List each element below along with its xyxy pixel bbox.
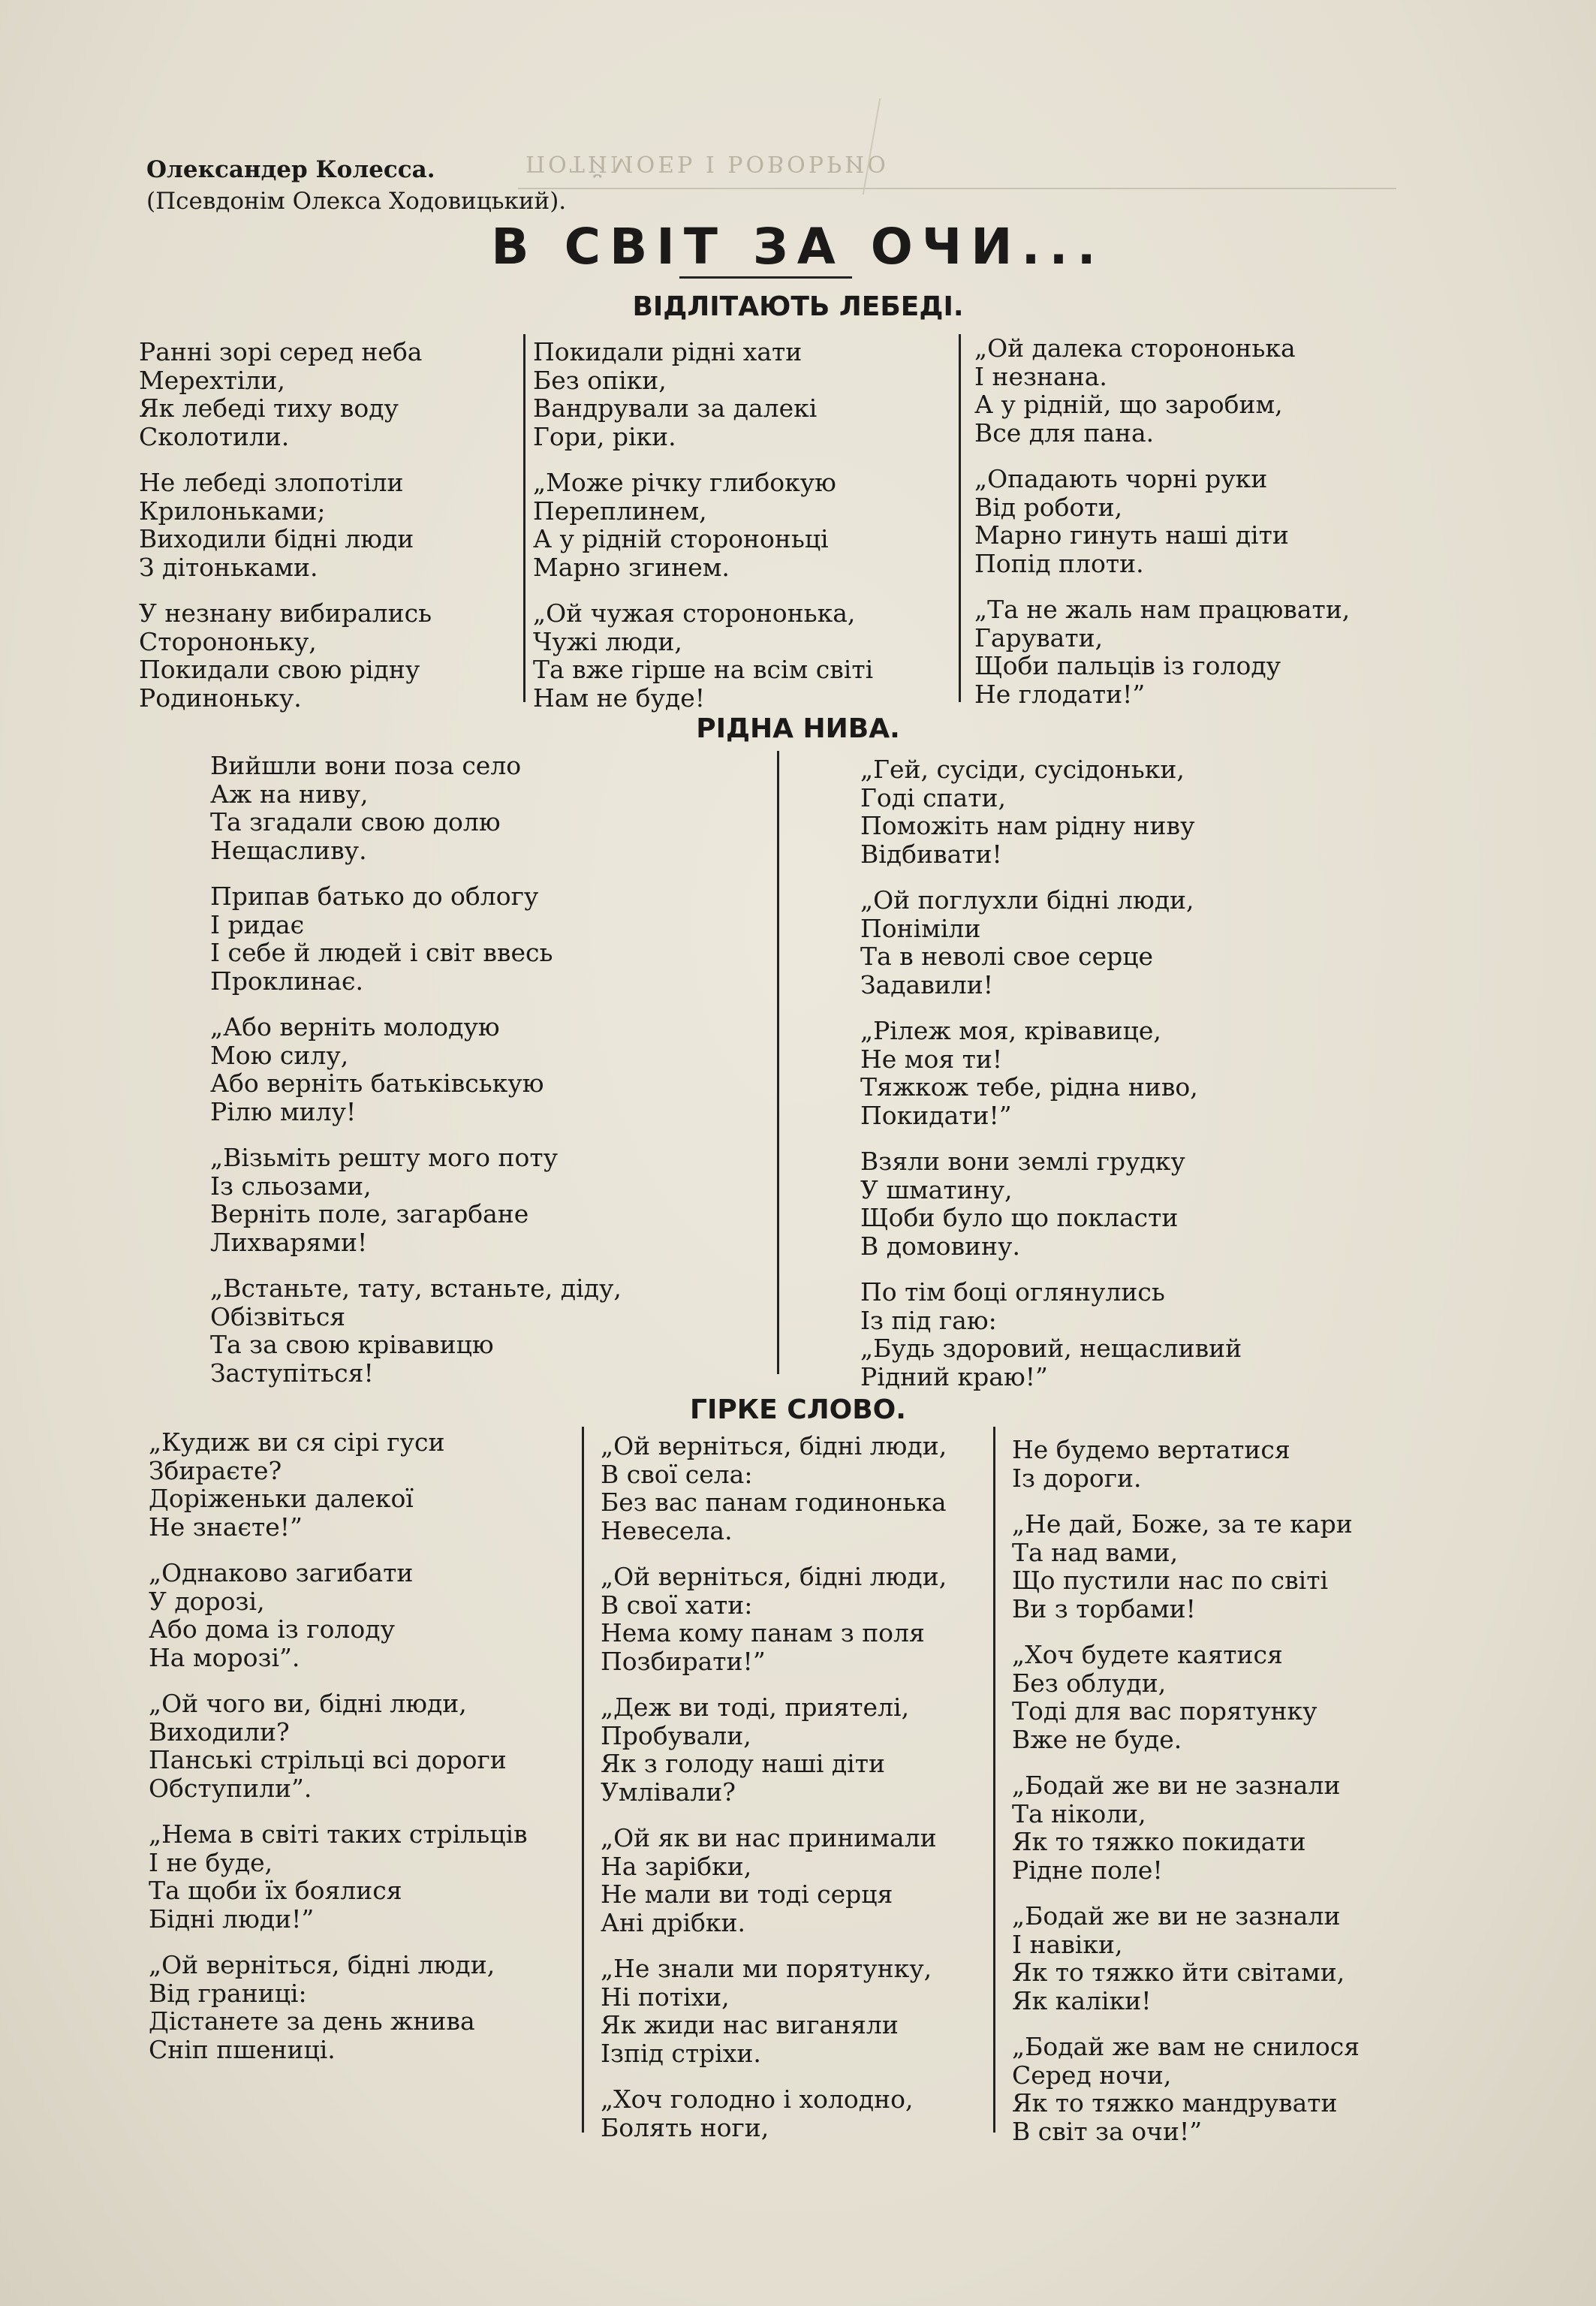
verse-line: Сколотили.: [139, 421, 290, 451]
verse-line: Попід плоти.: [974, 548, 1144, 578]
verse-line: Поможіть нам рідну ниву: [860, 811, 1195, 840]
author-pseudonym: (Псевдонім Олекса Ходовицький).: [146, 188, 567, 215]
bleed-through-rule: [518, 188, 1396, 189]
verse-line: Переплинем,: [533, 496, 707, 526]
verse-line: Покидали свою рідну: [139, 655, 420, 684]
author-name: Олександер Колесса.: [146, 156, 435, 183]
verse-line: Припав батько до облогу: [210, 882, 539, 911]
verse-line: В домовину.: [860, 1231, 1020, 1261]
verse-line: Верніть поле, загарбане: [210, 1199, 529, 1228]
stanza: [149, 1951, 528, 2063]
stanza: [149, 1820, 528, 1933]
verse-line: Вийшли вони поза село: [210, 751, 522, 780]
stanza: [860, 1147, 1242, 1260]
verse-line: „Ой чужая сторононька,: [533, 598, 856, 628]
verse-line: І навіки,: [1012, 1929, 1123, 1959]
stanza: [860, 755, 1242, 868]
verse-line: Рілю милу!: [210, 1096, 357, 1126]
verse-line: Що пустили нас по світі: [1012, 1566, 1329, 1595]
verse-line: „Ой верніться, бідні люди,: [601, 1562, 947, 1591]
verse-line: Поніміли: [860, 913, 981, 943]
verse-line: Як з голоду наші діти: [601, 1749, 885, 1778]
verse-line: Без вас панам годинонька: [601, 1488, 947, 1517]
verse-line: Без облуди,: [1012, 1668, 1167, 1698]
section-heading-hirke-slovo: ГІРКЕ СЛОВО.: [690, 1394, 906, 1425]
verse-line: Ні потіхи,: [601, 1982, 730, 2012]
verse-line: Та в неволі свое серце: [860, 942, 1154, 971]
verse-line: Тоді для вас порятунку: [1012, 1696, 1317, 1726]
verse-line: Та за свою крівавицю: [210, 1330, 494, 1359]
verse-line: Умлівали?: [601, 1777, 736, 1807]
verse-line: Лихварями!: [210, 1227, 368, 1257]
verse-line: „Кудиж ви ся сірі гуси: [149, 1427, 445, 1457]
verse-line: Як жиди нас виганяли: [601, 2010, 899, 2039]
verse-line: „Опадають чорні руки: [974, 464, 1268, 493]
stanza: [601, 1955, 947, 2067]
verse-line: „Та не жаль нам працювати,: [974, 595, 1351, 624]
verse-line: І незнана.: [974, 361, 1107, 391]
stanza: [210, 752, 622, 864]
author-block: [146, 154, 566, 217]
verse-line: Болять ноги,: [601, 2112, 769, 2142]
verse-line: Від роботи,: [974, 492, 1123, 522]
verse-line: І не буде,: [149, 1847, 273, 1877]
s1-column-2: [533, 338, 873, 730]
verse-line: В світ за очи!”: [1012, 2116, 1203, 2146]
verse-line: „Ой верніться, бідні люди,: [149, 1950, 495, 1979]
verse-line: Обступили”.: [149, 1773, 312, 1803]
verse-line: Покидали рідні хати: [533, 337, 803, 366]
stanza: [533, 599, 873, 712]
verse-line: Та вже гірше на всім світі: [533, 655, 874, 684]
verse-line: Відбивати!: [860, 839, 1002, 869]
stanza: [1012, 1641, 1360, 1753]
verse-line: Нещасливу.: [210, 835, 367, 865]
verse-line: Сніп пшениці.: [149, 2034, 336, 2064]
verse-line: Не знаєте!”: [149, 1512, 303, 1542]
verse-line: І себе й людей і світ ввесь: [210, 938, 553, 967]
verse-line: Або дома із голоду: [149, 1614, 396, 1644]
column-divider: [582, 1427, 584, 2133]
verse-line: Та згадали свою долю: [210, 807, 501, 836]
verse-line: Сторононьку,: [139, 626, 317, 656]
verse-line: Не будемо вертатися: [1012, 1435, 1290, 1464]
verse-line: Без опіки,: [533, 365, 667, 395]
verse-line: Марно згинем.: [533, 552, 730, 582]
verse-line: Рідний краю!”: [860, 1361, 1048, 1391]
verse-line: У дорозі,: [149, 1586, 265, 1616]
verse-line: З дітоньками.: [139, 552, 318, 582]
verse-line: Нема кому панам з поля: [601, 1618, 925, 1647]
column-divider: [777, 751, 779, 1374]
poem-title: В СВІТ ЗА ОЧИ...: [491, 218, 1105, 276]
verse-line: На зарібки,: [601, 1851, 752, 1881]
verse-line: Як то тяжко покидати: [1012, 1827, 1306, 1856]
verse-line: Дістанете за день жнива: [149, 2006, 475, 2036]
stanza: [1012, 1902, 1360, 2015]
verse-line: Збираєте?: [149, 1455, 282, 1485]
verse-line: Мерехтіли,: [139, 365, 285, 395]
verse-line: Ані дрібки.: [601, 1907, 746, 1937]
verse-line: Виходили?: [149, 1717, 290, 1747]
verse-line: І ридає: [210, 909, 305, 939]
verse-line: Проклинає.: [210, 966, 363, 996]
verse-line: Покидати!”: [860, 1100, 1012, 1130]
verse-line: Невесела.: [601, 1515, 733, 1545]
verse-line: „Або верніть молодую: [210, 1012, 500, 1041]
section-heading-vidlitaiut: ВІДЛІТАЮТЬ ЛЕБЕДІ.: [632, 291, 964, 322]
stanza: [601, 2085, 947, 2142]
stanza: [1012, 1510, 1360, 1623]
section-heading-ridna-nyva: РІДНА НИВА.: [696, 713, 900, 744]
verse-line: „Візьміть решту мого поту: [210, 1143, 559, 1172]
verse-line: „Деж ви тоді, приятелі,: [601, 1693, 910, 1722]
verse-line: „Будь здоровий, нещасливий: [860, 1334, 1242, 1363]
verse-line: В свої хати:: [601, 1590, 753, 1620]
verse-line: Заступіться!: [210, 1358, 374, 1388]
verse-line: Тяжкож тебе, рідна ниво,: [860, 1072, 1198, 1102]
title-underline: [679, 276, 852, 279]
verse-line: Та щоби їх боялися: [149, 1876, 402, 1905]
verse-line: „Гей, сусіди, сусідоньки,: [860, 755, 1185, 784]
verse-line: У незнану вибирались: [139, 598, 432, 628]
stanza: [139, 469, 432, 581]
verse-line: Марно гинуть наші діти: [974, 520, 1289, 550]
verse-line: У шматину,: [860, 1174, 1013, 1204]
verse-line: Та над вами,: [1012, 1537, 1179, 1567]
verse-line: Як то тяжко мандрувати: [1012, 2088, 1338, 2118]
verse-line: Гори, ріки.: [533, 421, 676, 451]
stanza: [149, 1690, 528, 1802]
verse-line: Ранні зорі серед неба: [139, 337, 423, 366]
verse-line: „Бодай же вам не снилося: [1012, 2032, 1360, 2061]
s3-column-3: [1012, 1436, 1360, 2163]
column-divider: [959, 334, 961, 702]
column-divider: [523, 334, 525, 702]
verse-line: Або верніть батьківськую: [210, 1069, 544, 1098]
stanza: [601, 1432, 947, 1545]
verse-line: „Хоч голодно і холодно,: [601, 2084, 914, 2114]
stanza: [860, 1278, 1242, 1391]
verse-line: Не глодати!”: [974, 679, 1146, 709]
verse-line: По тім боці оглянулись: [860, 1277, 1165, 1307]
verse-line: „Бодай же ви не зазнали: [1012, 1771, 1341, 1800]
stanza: [601, 1563, 947, 1675]
verse-line: Крилоньками;: [139, 496, 326, 526]
stanza: [210, 882, 622, 995]
stanza: [974, 334, 1350, 447]
verse-line: Із під гаю:: [860, 1305, 997, 1335]
verse-line: Із дороги.: [1012, 1463, 1142, 1493]
stanza: [974, 595, 1350, 708]
verse-line: Нам не буде!: [533, 683, 706, 713]
verse-line: „Рілеж моя, крівавице,: [860, 1016, 1161, 1045]
verse-line: „Не дай, Боже, за те кари: [1012, 1509, 1353, 1539]
verse-line: Чужі люди,: [533, 626, 682, 656]
s1-column-1: [139, 338, 432, 730]
paper-fold: [863, 98, 881, 194]
verse-line: Не моя ти!: [860, 1044, 1003, 1074]
verse-line: „Ой чого ви, бідні люди,: [149, 1689, 467, 1718]
verse-line: Аж на ниву,: [210, 779, 369, 809]
s3-column-2: [601, 1432, 947, 2160]
stanza: [1012, 1436, 1360, 1492]
stanza: [139, 599, 432, 712]
verse-line: Ізпід стріхи.: [601, 2038, 761, 2068]
verse-line: Мою силу,: [210, 1040, 349, 1070]
verse-line: „Бодай же ви не зазнали: [1012, 1901, 1341, 1931]
verse-line: Як то тяжко йти світами,: [1012, 1958, 1345, 1987]
verse-line: Гарувати,: [974, 622, 1104, 653]
stanza: [533, 469, 873, 581]
verse-line: Від границі:: [149, 1978, 307, 2008]
stanza: [1012, 1771, 1360, 1884]
verse-line: „Хоч будете каятися: [1012, 1640, 1283, 1669]
s2-column-1: [210, 752, 622, 1405]
verse-line: „Ой верніться, бідні люди,: [601, 1431, 947, 1460]
verse-line: Вандрували за далекі: [533, 393, 818, 423]
column-divider: [993, 1427, 995, 2133]
verse-line: В свої села:: [601, 1459, 753, 1489]
s3-column-1: [149, 1428, 528, 2081]
verse-line: Не лебеді злопотіли: [139, 468, 404, 497]
verse-line: Як каліки!: [1012, 1985, 1152, 2015]
verse-line: Обізвіться: [210, 1301, 346, 1331]
verse-line: Рідне поле!: [1012, 1855, 1163, 1885]
verse-line: Із сльозами,: [210, 1171, 372, 1201]
verse-line: Родиноньку.: [139, 683, 302, 713]
stanza: [533, 338, 873, 451]
verse-line: А у рідній сторононьці: [533, 524, 829, 553]
verse-line: Вже не буде.: [1012, 1724, 1182, 1754]
verse-line: Як лебеді тиху воду: [139, 393, 399, 423]
verse-line: Взяли вони землі грудку: [860, 1147, 1185, 1176]
stanza: [210, 1144, 622, 1256]
verse-line: Не мали ви тоді серця: [601, 1879, 893, 1909]
verse-line: Та ніколи,: [1012, 1798, 1146, 1828]
stanza: [860, 1017, 1242, 1129]
verse-line: Позбирати!”: [601, 1646, 766, 1676]
stanza: [860, 886, 1242, 999]
stanza: [601, 1824, 947, 1937]
stanza: [601, 1693, 947, 1806]
verse-line: На морозі”.: [149, 1642, 300, 1672]
verse-line: А у рідній, що заробим,: [974, 390, 1283, 419]
stanza: [974, 465, 1350, 577]
verse-line: „Ой поглухли бідні люди,: [860, 885, 1194, 915]
verse-line: Серед ночи,: [1012, 2060, 1172, 2090]
verse-line: Доріженьки далекої: [149, 1484, 414, 1513]
verse-line: Щоби було що покласти: [860, 1203, 1179, 1232]
verse-line: „Ой далека сторононька: [974, 333, 1296, 363]
verse-line: Пробували,: [601, 1720, 751, 1750]
stanza: [210, 1274, 622, 1387]
verse-line: „Може річку глибокую: [533, 468, 836, 497]
verse-line: Ви з торбами!: [1012, 1593, 1196, 1623]
stanza: [1012, 2033, 1360, 2145]
verse-line: Панські стрільці всі дороги: [149, 1745, 507, 1774]
stanza: [210, 1013, 622, 1126]
verse-line: „Встаньте, тату, встаньте, діду,: [210, 1274, 622, 1303]
verse-line: „Однаково загибати: [149, 1558, 414, 1587]
verse-line: „Ой як ви нас принимали: [601, 1823, 937, 1852]
stanza: [149, 1559, 528, 1671]
verse-line: „Нема в світі таких стрільців: [149, 1819, 528, 1849]
verse-line: Виходили бідні люди: [139, 524, 414, 553]
stanza: [149, 1428, 528, 1541]
s1-column-3: [974, 334, 1350, 726]
stanza: [139, 338, 432, 451]
verse-line: Бідні люди!”: [149, 1904, 315, 1934]
bleed-through-text: ПОТЙМОЕЬ І ЬОВОЬРИО: [525, 150, 889, 176]
verse-line: Годі спати,: [860, 782, 1006, 812]
verse-line: „Не знали ми порятунку,: [601, 1954, 932, 1983]
verse-line: Щоби пальців із голоду: [974, 651, 1281, 680]
verse-line: Все для пана.: [974, 417, 1155, 448]
verse-line: Задавили!: [860, 969, 994, 999]
s2-column-2: [860, 755, 1242, 1409]
